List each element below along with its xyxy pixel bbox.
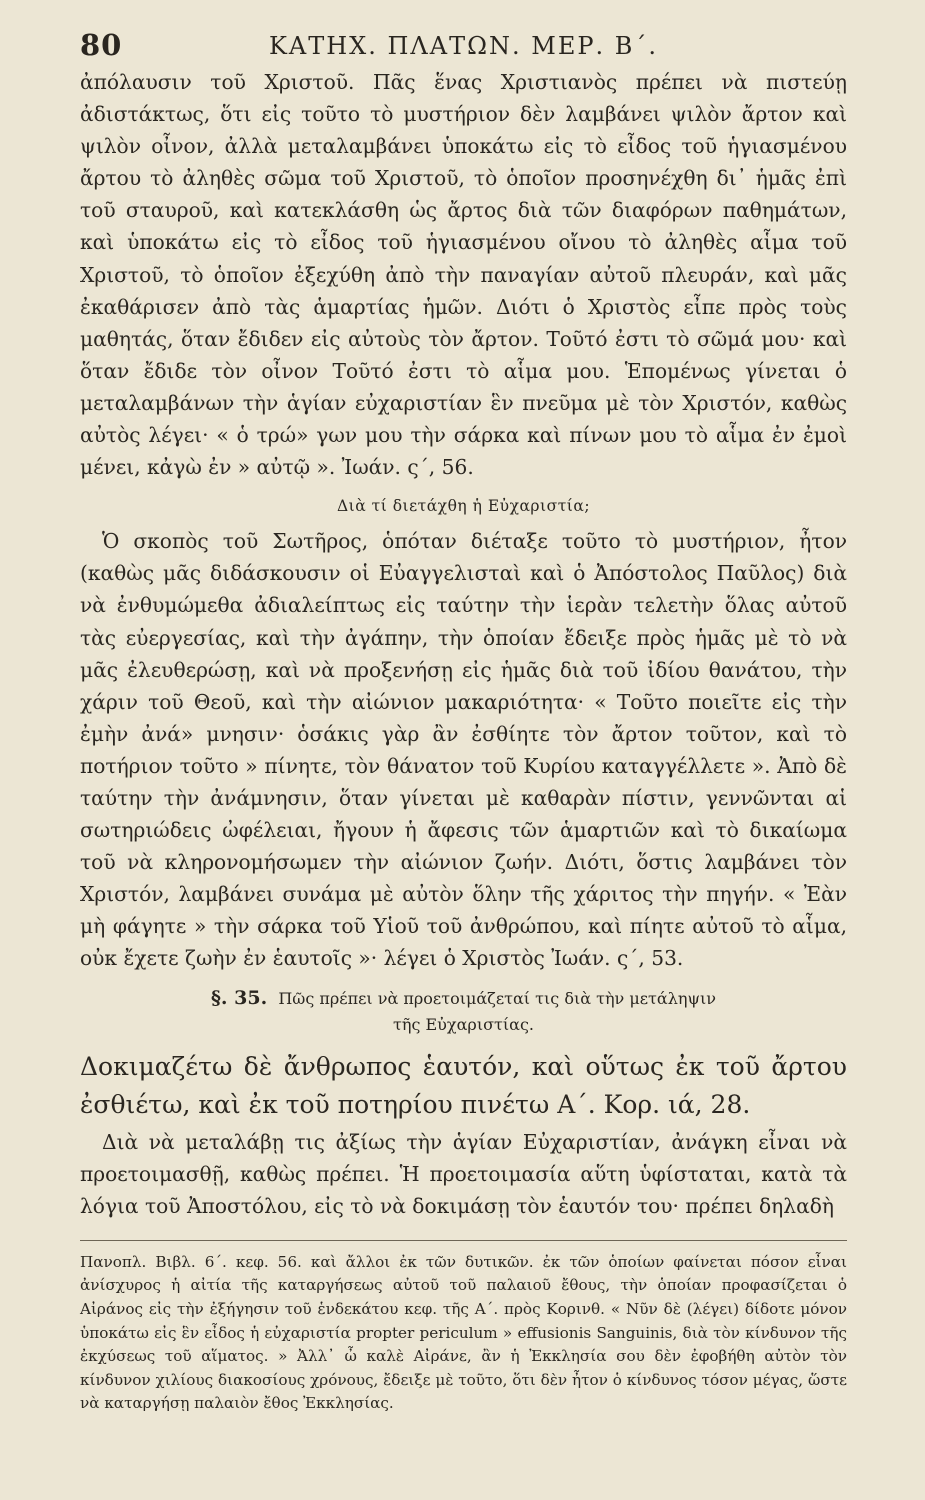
footnote-latin-2: effusionis Sanguinis, [517, 1323, 678, 1342]
section-title-line-2: τῆς Εὐχαριστίας. [393, 1014, 534, 1034]
footnote-text-2: » [502, 1323, 513, 1342]
paragraph-3: Διὰ νὰ μεταλάβῃ τις ἀξίως τὴν ἁγίαν Εὐχαριστίαν, ἀνάγκη εἶναι νὰ προετοιμασθῇ, καθὼς πρέπει. Ἡ προετοιμασία αὕτη ὑφίσταται, κατὰ τὰ λόγια τοῦ Ἀποστόλου, εἰς τὸ νὰ δοκιμάσῃ τὸν ἑαυτόν του· πρέπει δηλαδὴ [80, 1129, 847, 1218]
page-header [80, 22, 847, 66]
question-subheading: Διὰ τί διετάχθη ἡ Εὐχαριστία; [336, 497, 591, 516]
paragraph-2: Ὁ σκοπὸς τοῦ Σωτῆρος, ὁπόταν διέταξε τοῦτο τὸ μυστήριον, ἦτον (καθὼς μᾶς διδάσκουσιν οἱ Εὐαγγελισταὶ καὶ ὁ Ἀπόστολος Παῦλος) διὰ νὰ ἐνθυμώμεθα ἀδιαλείπτως εἰς ταύτην τὴν ἱερὰν τελετὴν ὅλας αὐτοῦ τὰς εὐεργεσίας, καὶ τὴν ἀγάπην, τὴν ὁποίαν ἔδειξε πρὸς ἡμᾶς μὲ τὸ νὰ μᾶς ἐλευθερώσῃ, καὶ νὰ προξενήσῃ εἰς ἡμᾶς διὰ τοῦ ἰδίου θανάτου, τὴν χάριν τοῦ Θεοῦ, καὶ τὴν αἰώνιον μακαριότητα· « Τοῦτο ποιεῖτε εἰς τὴν ἐμὴν ἀνά» μνησιν· ὁσάκις γὰρ ἂν ἐσθίητε τὸν ἄρτον τοῦτον, καὶ τὸ ποτήριον τοῦτο » πίνητε, τὸν θάνατον τοῦ Κυρίου καταγγέλλετε ». Ἀπὸ δὲ ταύτην τὴν ἀνάμνησιν, ὅταν γίνεται μὲ καθαρὰν πίστιν, γεννῶνται αἱ σωτηριώδεις ὠφέλειαι, ἤγουν ἡ ἄφεσις τῶν ἁμαρτιῶν καὶ τὸ δικαίωμα τοῦ νὰ κληρονομήσωμεν τὴν αἰώνιον ζωήν. Διότι, ὅστις λαμβάνει τὸν Χριστόν, λαμβάνει συνάμα μὲ αὐτὸν ὅλην τῆς χάριτος τὴν πηγήν. « Ἐὰν μὴ φάγητε » τὴν σάρκα τοῦ Υἱοῦ τοῦ ἀνθρώπου, καὶ πίητε αὐτοῦ τὸ αἷμα, οὐκ ἔχετε ζωὴν ἐν ἑαυτοῖς »· λέγει ὁ Χριστὸς Ἰωάν. ς΄, 53. [80, 529, 847, 971]
section-number: §. 35. [211, 986, 268, 1009]
footnote-text-3: διὰ τὸν κίνδυνον τῆς ἐκχύσεως τοῦ αἵματος. » Ἀλλ᾽ ὦ καλὲ Αἰράνε, ἂν ἡ Ἐκκλησία σου δὲν ἐφοβήθη αὐτὸν τὸν κίνδυνον χιλίους διακοσίους χρόνους, ἔδειξε μὲ τοῦτο, ὅτι δὲν ἦτον ὁ κίνδυνος τόσον μέγας, ὥστε νὰ καταργήσῃ παλαιὸν ἔθος Ἐκκλησίας. [80, 1323, 848, 1413]
page-number: 80 [80, 28, 123, 62]
running-title: ΚΑΤΗΧ. ΠΛΑΤΩΝ. ΜΕΡ. Β΄. [268, 32, 659, 60]
footnote-latin-1: propter periculum [356, 1323, 498, 1342]
main-text [80, 66, 847, 1222]
paragraph-1: ἀπόλαυσιν τοῦ Χριστοῦ. Πᾶς ἕνας Χριστιανὸς πρέπει νὰ πιστεύῃ ἀδιστάκτως, ὅτι εἰς τοῦτο τὸ μυστήριον δὲν λαμβάνει ψιλὸν ἄρτον καὶ ψιλὸν οἶνον, ἀλλὰ μεταλαμβάνει ὑποκάτω εἰς τὸ εἶδος τοῦ ἡγιασμένου ἄρτου τὸ ἀληθὲς σῶμα τοῦ Χριστοῦ, τὸ ὁποῖον προσηνέχθη δι᾽ ἡμᾶς ἐπὶ τοῦ σταυροῦ, καὶ κατεκλάσθη ὡς ἄρτος διὰ τῶν διαφόρων παθημάτων, καὶ ὑποκάτω εἰς τὸ εἶδος τοῦ ἡγιασμένου οἴνου τὸ ἀληθὲς αἷμα τοῦ Χριστοῦ, τὸ ὁποῖον ἐξεχύθη ἀπὸ τὴν παναγίαν αὐτοῦ πλευράν, καὶ μᾶς ἐκαθάρισεν ἀπὸ τὰς ἁμαρτίας ἡμῶν. Διότι ὁ Χριστὸς εἶπε πρὸς τοὺς μαθητάς, ὅταν ἔδιδεν εἰς αὐτοὺς τὸν ἄρτον. Τοῦτό ἐστι τὸ σῶμά μου· καὶ ὅταν ἔδιδε τὸν οἶνον Τοῦτό ἐστι τὸ αἷμα μου. Ἑπομένως γίνεται ὁ μεταλαμβάνων τὴν ἁγίαν εὐχαριστίαν ἓν πνεῦμα μὲ τὸν Χριστόν, καθὼς αὐτὸς λέγει· « ὁ τρώ» γων μου τὴν σάρκα καὶ πίνων μου τὸ αἷμα ἐν ἐμοὶ μένει, κἀγὼ ἐν » αὐτῷ ». Ἰωάν. ς΄, 56. [80, 70, 847, 480]
footnote-divider [80, 1240, 847, 1241]
footnote-text-1: Πανοπλ. Βιβλ. 6΄. κεφ. 56. καὶ ἄλλοι ἐκ τῶν δυτικῶν. ἐκ τῶν ὁποίων φαίνεται πόσον εἶναι ἀνίσχυρος ἡ αἰτία τῆς καταργήσεως αὐτοῦ τοῦ παλαιοῦ ἔθους, τὴν ὁποίαν προφασίζεται ὁ Αἰράνος εἰς τὴν ἐξήγησιν τοῦ ἑνδεκάτου κεφ. τῆς Α΄. πρὸς Κορινθ. « Νῦν δὲ (λέγει) δίδοτε μόνον ὑποκάτω εἰς ἓν εἶδος ἡ εὐχαριστία [80, 1252, 847, 1342]
footnote [80, 1251, 847, 1416]
epigraph-quote: Δοκιμαζέτω δὲ ἄνθρωπος ἑαυτόν, καὶ οὕτως ἐκ τοῦ ἄρτου ἐσθιέτω, καὶ ἐκ τοῦ ποτηρίου πινέτω Α΄. Κορ. ιά, 28. [80, 1051, 847, 1119]
section-heading [80, 985, 847, 1038]
section-title-line-1: Πῶς πρέπει νὰ προετοιμάζεταί τις διὰ τὴν μετάληψιν [278, 988, 716, 1008]
